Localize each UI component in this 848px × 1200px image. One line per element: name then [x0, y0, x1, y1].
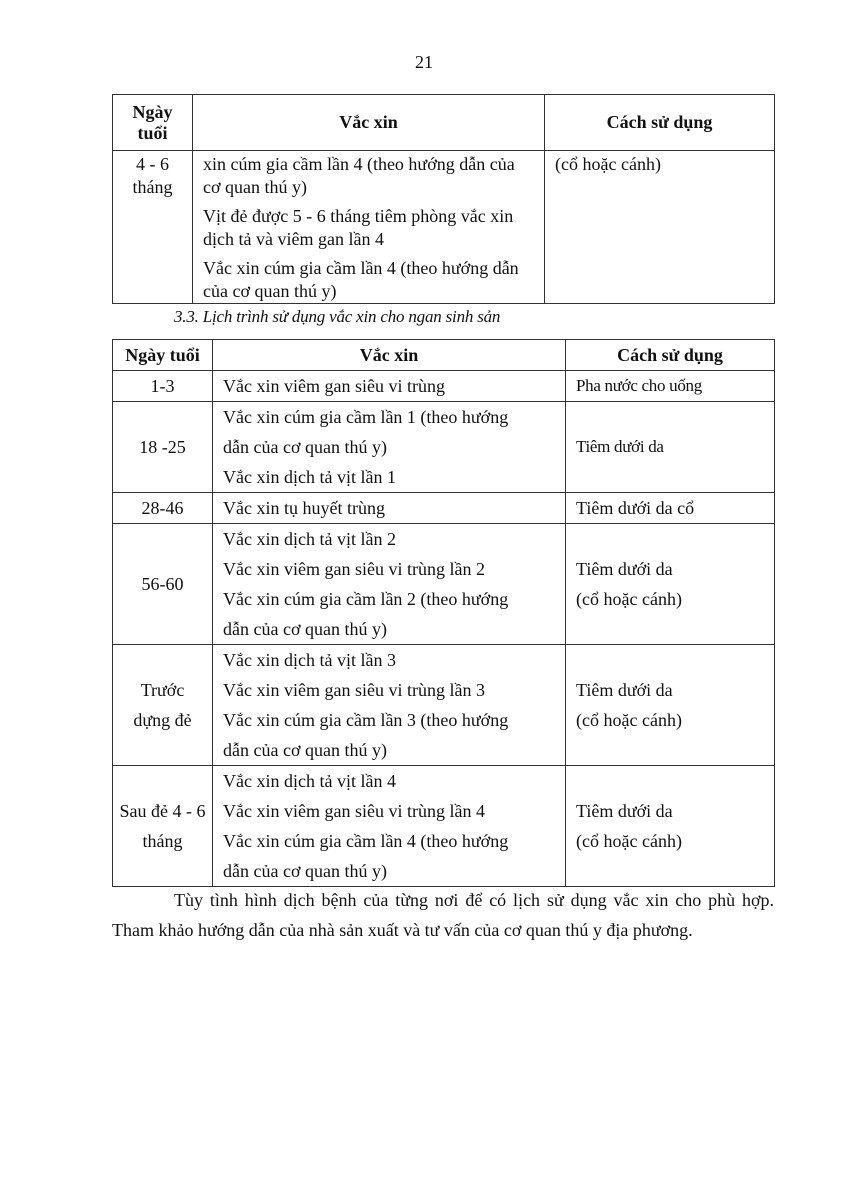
usage-cell — [566, 371, 775, 402]
usage-line: (cổ hoặc cánh) — [576, 831, 682, 851]
vaccine-line: dẫn của cơ quan thú y) — [223, 861, 387, 881]
age-cell: Trước dựng đẻ — [113, 645, 213, 766]
usage-cell — [566, 645, 775, 766]
age-cell: 1-3 — [113, 371, 213, 402]
table-row — [113, 151, 775, 304]
vaccine-line: Vắc xin cúm gia cầm lần 4 (theo hướng — [223, 831, 509, 851]
usage-line: Pha nước cho uống — [576, 376, 702, 395]
vaccine-line: Vắc xin dịch tả vịt lần 1 — [223, 467, 396, 487]
usage-line: (cổ hoặc cánh) — [576, 589, 682, 609]
header-usage: Cách sử dụng — [545, 95, 775, 151]
table-row — [113, 493, 775, 524]
vaccine-schedule-table — [112, 339, 775, 887]
vaccine-cell — [213, 766, 566, 887]
vaccine-line: Vịt đẻ được 5 - 6 tháng tiêm phòng vắc xin dịch tả và viêm gan lần 4 — [203, 206, 514, 249]
vaccine-line: Vắc xin viêm gan siêu vi trùng lần 2 — [223, 559, 485, 579]
table-header-row — [113, 340, 775, 371]
vaccine-line: Vắc xin cúm gia cầm lần 2 (theo hướng — [223, 589, 509, 609]
vaccine-line: Vắc xin dịch tả vịt lần 4 — [223, 771, 396, 791]
vaccine-cell — [213, 402, 566, 493]
usage-line: Tiêm dưới da — [576, 437, 664, 456]
age-cell: Sau đẻ 4 - 6 tháng — [113, 766, 213, 887]
table-row — [113, 524, 775, 645]
vaccine-line: Vắc xin dịch tả vịt lần 2 — [223, 529, 396, 549]
closing-paragraph — [112, 885, 774, 945]
age-cell: 4 - 6 tháng — [113, 151, 193, 304]
usage-line: Tiêm dưới da — [576, 559, 673, 579]
header-age: Ngày tuổi — [113, 95, 193, 151]
vaccine-line: dẫn của cơ quan thú y) — [223, 619, 387, 639]
page-number: 21 — [415, 52, 433, 72]
usage-cell — [566, 402, 775, 493]
vaccine-line: Vắc xin cúm gia cầm lần 1 (theo hướng — [223, 407, 509, 427]
vaccine-cell — [213, 645, 566, 766]
table-row — [113, 766, 775, 887]
age-cell: 56-60 — [113, 524, 213, 645]
vaccine-cell — [213, 493, 566, 524]
vaccine-line: xin cúm gia cầm lần 4 (theo hướng dẫn của cơ quan thú y) — [203, 154, 515, 197]
paragraph-text: Tùy tình hình dịch bệnh của từng nơi để có lịch sử dụng vắc xin cho phù hợp. Tham khảo hướng dẫn của nhà sản xuất và tư vấn của cơ quan thú y địa phương. — [112, 890, 774, 940]
vaccine-line: Vắc xin viêm gan siêu vi trùng lần 4 — [223, 801, 485, 821]
table-row — [113, 371, 775, 402]
vaccine-line: Vắc xin cúm gia cầm lần 4 (theo hướng dẫn của cơ quan thú y) — [203, 258, 519, 301]
usage-cell — [566, 524, 775, 645]
vaccine-line: Vắc xin cúm gia cầm lần 3 (theo hướng — [223, 710, 509, 730]
vaccine-line: Vắc xin dịch tả vịt lần 3 — [223, 650, 396, 670]
table-row — [113, 645, 775, 766]
usage-cell — [566, 493, 775, 524]
header-vaccine: Vắc xin — [213, 340, 566, 371]
vaccine-line: Vắc xin viêm gan siêu vi trùng — [223, 376, 445, 396]
section-caption: 3.3. Lịch trình sử dụng vắc xin cho ngan sinh sản — [174, 307, 501, 326]
table-row — [113, 402, 775, 493]
vaccine-line: Vắc xin viêm gan siêu vi trùng lần 3 — [223, 680, 485, 700]
usage-cell — [566, 766, 775, 887]
vaccine-cell — [213, 371, 566, 402]
vaccine-line: dẫn của cơ quan thú y) — [223, 437, 387, 457]
header-age: Ngày tuổi — [113, 340, 213, 371]
age-cell: 28-46 — [113, 493, 213, 524]
vaccine-cell — [213, 524, 566, 645]
header-vaccine: Vắc xin — [193, 95, 545, 151]
usage-line: Tiêm dưới da — [576, 801, 673, 821]
age-cell: 18 -25 — [113, 402, 213, 493]
vaccine-table-continued — [112, 94, 775, 304]
header-usage: Cách sử dụng — [566, 340, 775, 371]
vaccine-line: Vắc xin tụ huyết trùng — [223, 498, 385, 518]
vaccine-cell — [193, 151, 545, 304]
usage-cell: (cổ hoặc cánh) — [545, 151, 775, 304]
usage-line: (cổ hoặc cánh) — [576, 710, 682, 730]
usage-line: Tiêm dưới da — [576, 680, 673, 700]
vaccine-line: dẫn của cơ quan thú y) — [223, 740, 387, 760]
usage-line: Tiêm dưới da cổ — [576, 498, 695, 518]
table-header-row — [113, 95, 775, 151]
